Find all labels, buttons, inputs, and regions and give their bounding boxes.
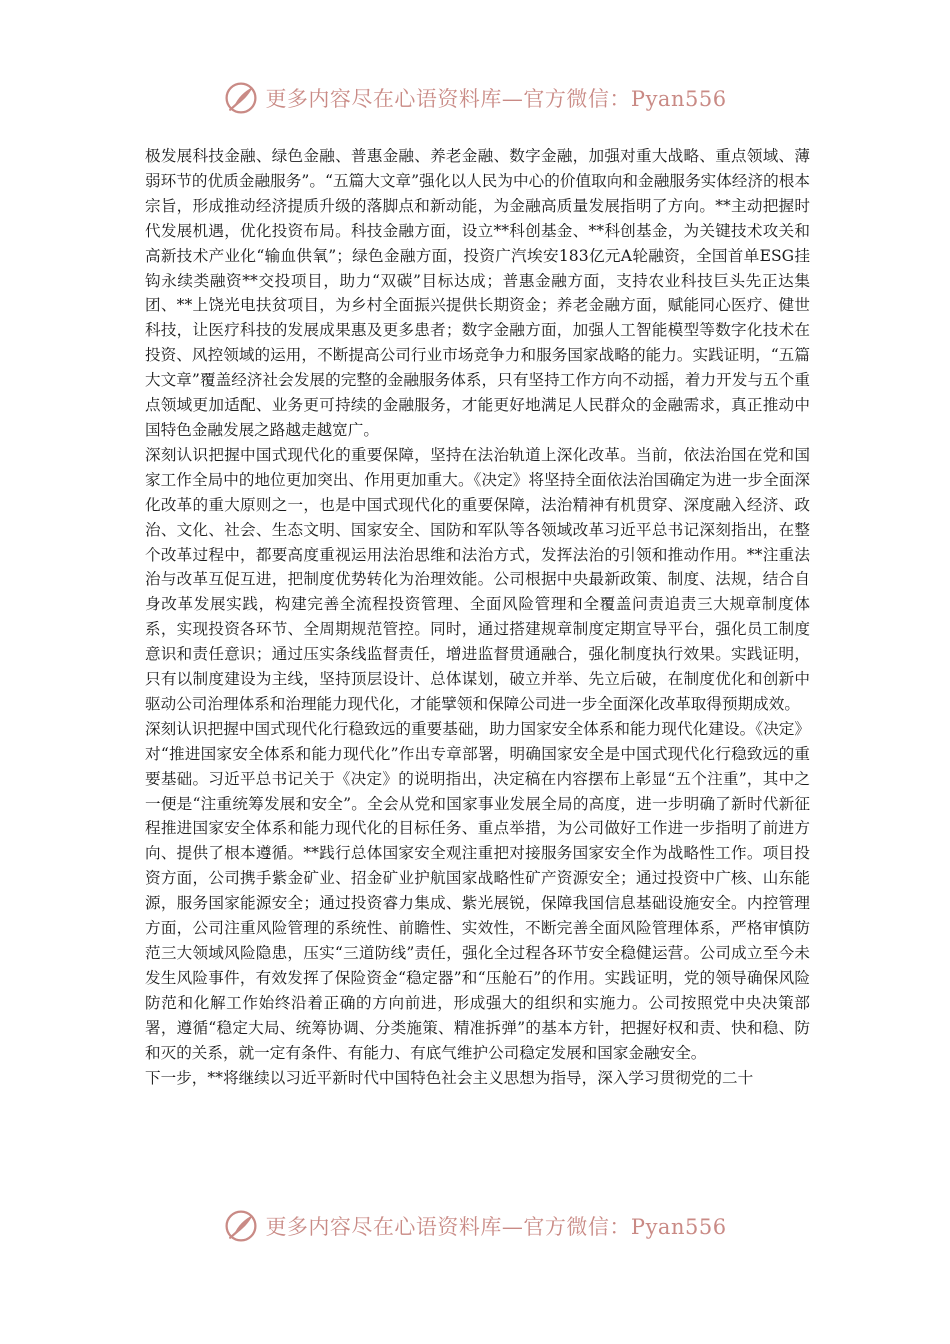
watermark-text: 更多内容尽在心语资料库—官方微信：Pyan556 xyxy=(265,87,727,111)
watermark-banner-top xyxy=(0,80,950,116)
feather-pen-logo-icon xyxy=(223,80,259,116)
document-body xyxy=(145,144,810,1090)
paragraph-2: 深刻认识把握中国式现代化的重要保障，坚持在法治轨道上深化改革。当前，依法治国在党和国家工作全局中的地位更加突出、作用更加重大。《决定》将坚持全面依法治国确定为进一步全面深化改革的重大原则之一，也是中国式现代化的重要保障，法治精神有机贯穿、深度融入经济、政治、文化、社会、生态文明、国家安全、国防和军队等各领域改革习近平总书记深刻指出，在整个改革过程中，都要高度重视运用法治思维和法治方式，发挥法治的引领和推动作用。**注重法治与改革互促互进，把制度优势转化为治理效能。公司根据中央最新政策、制度、法规，结合自身改革发展实践，构建完善全流程投资管理、全面风险管理和全覆盖问责追责三大规章制度体系，实现投资各环节、全周期规范管控。同时，通过搭建规章制度定期宣导平台，强化员工制度意识和责任意识；通过压实条线监督责任，增进监督贯通融合，强化制度执行效果。实践证明，只有以制度建设为主线，坚持顶层设计、总体谋划，破立并举、先立后破，在制度优化和创新中驱动公司治理体系和治理能力现代化，才能擘领和保障公司进一步全面深化改革取得预期成效。 xyxy=(145,445,810,713)
watermark-banner-bottom xyxy=(0,1208,950,1244)
paragraph-4: 下一步，**将继续以习近平新时代中国特色社会主义思想为指导，深入学习贯彻党的二十 xyxy=(145,1068,754,1087)
feather-pen-logo-icon xyxy=(223,1208,259,1244)
paragraph-3: 深刻认识把握中国式现代化行稳致远的重要基础，助力国家安全体系和能力现代化建设。《决定》对“推进国家安全体系和能力现代化”作出专章部署，明确国家安全是中国式现代化行稳致远的重要基础。习近平总书记关于《决定》的说明指出，决定稿在内容摆布上彰显“五个注重”，其中之一便是“注重统筹发展和安全”。全会从党和国家事业发展全局的高度，进一步明确了新时代新征程推进国家安全体系和能力现代化的目标任务、重点举措，为公司做好工作进一步指明了前进方向、提供了根本遵循。**践行总体国家安全观注重把对接服务国家安全作为战略性工作。项目投资方面，公司携手紫金矿业、招金矿业护航国家战略性矿产资源安全；通过投资中广核、山东能源，服务国家能源安全；通过投资睿力集成、紫光展锐，保障我国信息基础设施安全。内控管理方面，公司注重风险管理的系统性、前瞻性、实效性，不断完善全面风险管理体系，严格审慎防范三大领域风险隐患，压实“三道防线”责任，强化全过程各环节安全稳健运营。公司成立至今未发生风险事件，有效发挥了保险资金“稳定器”和“压舱石”的作用。实践证明，党的领导确保风险防范和化解工作始终沿着正确的方向前进，形成强大的组织和实施力。公司按照党中央决策部署，遵循“稳定大局、统筹协调、分类施策、精准拆弹”的基本方针，把握好权和责、快和稳、防和灭的关系，就一定有条件、有能力、有底气维护公司稳定发展和国家金融安全。 xyxy=(145,719,810,1062)
paragraph-1: 极发展科技金融、绿色金融、普惠金融、养老金融、数字金融，加强对重大战略、重点领域、薄弱环节的优质金融服务”。“五篇大文章”强化以人民为中心的价值取向和金融服务实体经济的根本宗旨，形成推动经济提质升级的落脚点和新动能，为金融高质量发展指明了方向。**主动把握时代发展机遇，优化投资布局。科技金融方面，设立**科创基金、**科创基金，为关键技术攻关和高新技术产业化“输血供氧”；绿色金融方面，投资广汽埃安183亿元A轮融资，全国首单ESG挂钩永续类融资**交投项目，助力“双碳”目标达成；普惠金融方面，支持农业科技巨头先正达集团、**上饶光电扶贫项目，为乡村全面振兴提供长期资金；养老金融方面，赋能同心医疗、健世科技，让医疗科技的发展成果惠及更多患者；数字金融方面，加强人工智能模型等数字化技术在投资、风控领域的运用，不断提高公司行业市场竞争力和服务国家战略的能力。实践证明，“五篇大文章”覆盖经济社会发展的完整的金融服务体系，只有坚持工作方向不动摇，着力开发与五个重点领域更加适配、业务更可持续的金融服务，才能更好地满足人民群众的金融需求，真正推动中国特色金融发展之路越走越宽广。 xyxy=(145,147,810,439)
watermark-text: 更多内容尽在心语资料库—官方微信：Pyan556 xyxy=(265,1215,727,1239)
